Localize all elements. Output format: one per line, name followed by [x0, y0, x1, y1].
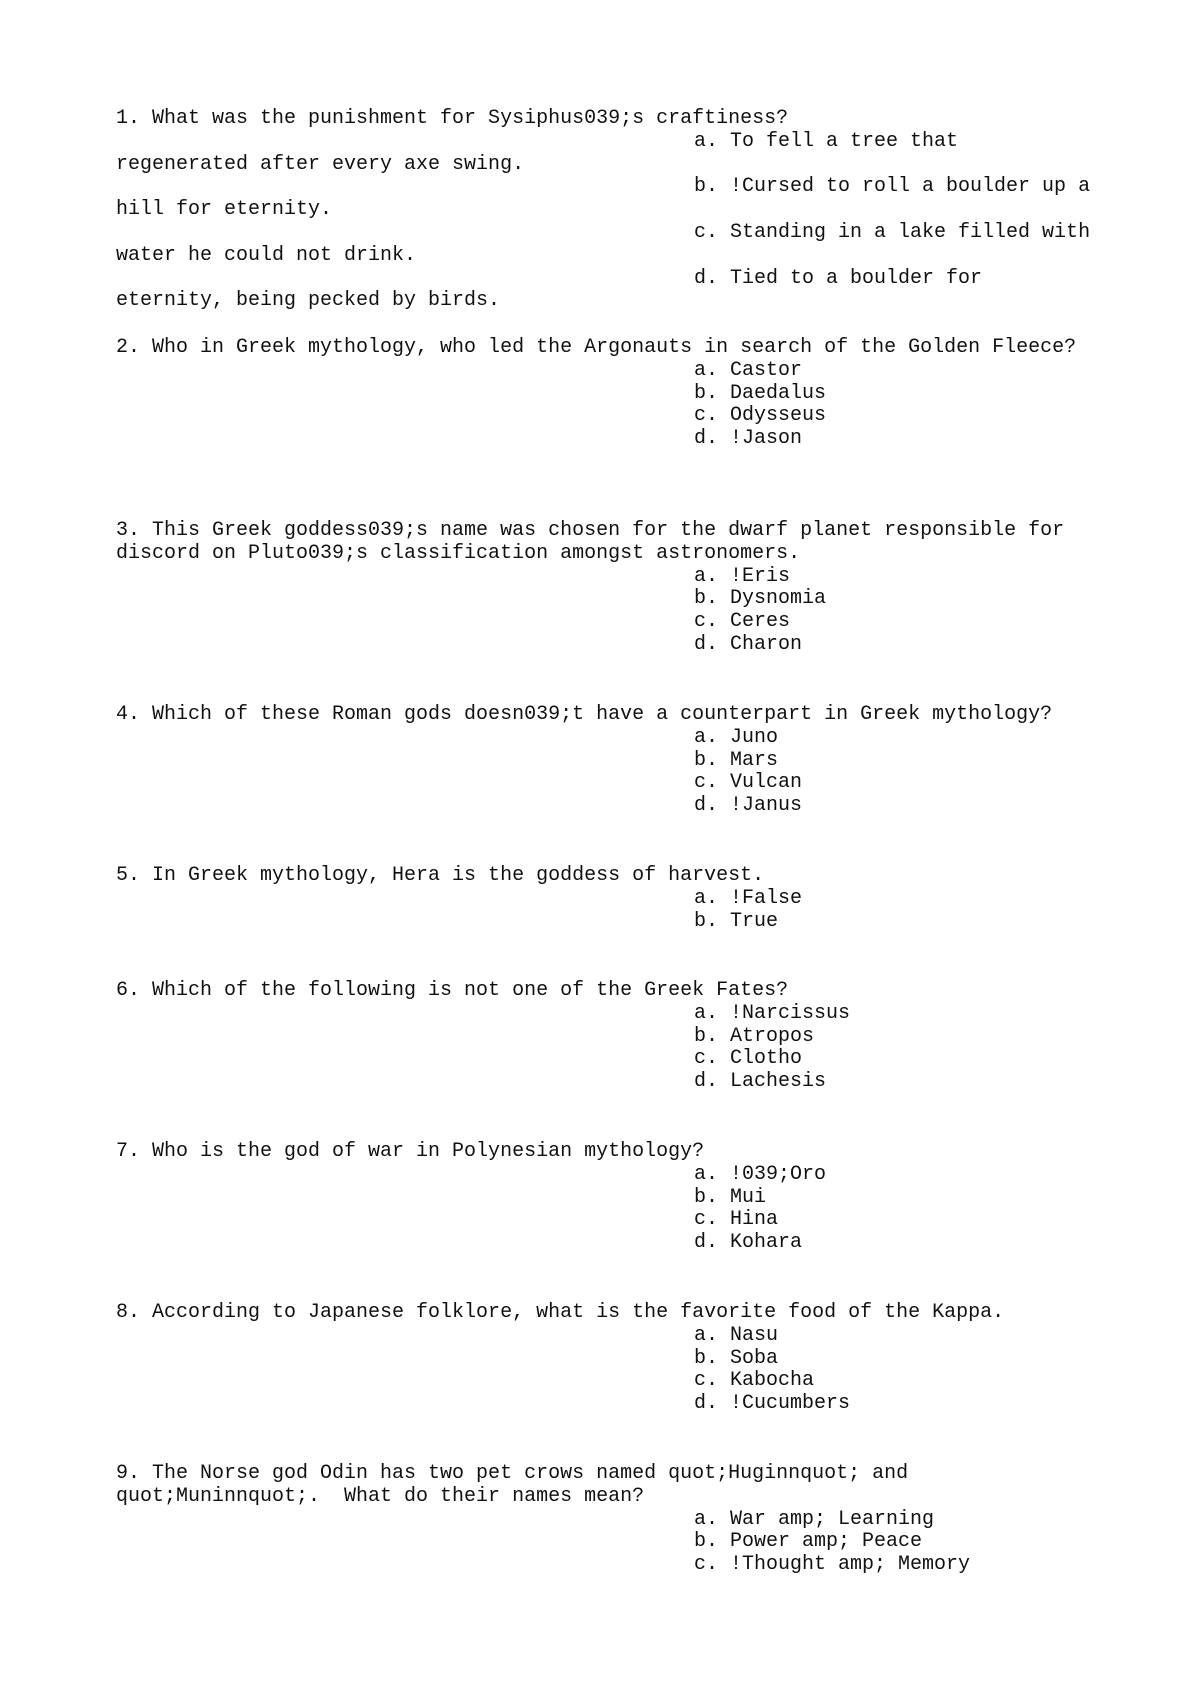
answer-option: d. Tied to a boulder for — [694, 266, 983, 290]
answer-option: b. Soba — [694, 1346, 779, 1370]
answer-option: d. Charon — [694, 632, 803, 656]
answer-option: d. !Jason — [694, 427, 803, 451]
question-text: 7. Who is the god of war in Polynesian mythology? — [116, 1140, 705, 1163]
answer-option: b. Atropos — [694, 1024, 815, 1048]
answer-option: a. !Eris — [694, 564, 791, 588]
question-text: 3. This Greek goddess039;s name was chosen for the dwarf planet responsible for — [116, 519, 1065, 542]
question-text: 4. Which of these Roman gods doesn039;t have a counterpart in Greek mythology? — [116, 703, 1053, 726]
question-text-continued: water he could not drink. — [116, 243, 417, 267]
question-text-continued: hill for eternity. — [116, 198, 333, 222]
question-text: 2. Who in Greek mythology, who led the Argonauts in search of the Golden Fleece? — [116, 336, 1077, 359]
answer-option: d. !Cucumbers — [694, 1392, 851, 1416]
question-block-4 — [116, 704, 1126, 818]
answer-option: b. Daedalus — [694, 381, 827, 405]
answer-option: c. Kabocha — [694, 1369, 815, 1393]
answer-option: a. !039;Oro — [694, 1162, 827, 1186]
answer-option: c. Odysseus — [694, 404, 827, 428]
question-text-continued: eternity, being pecked by birds. — [116, 289, 501, 313]
answer-option: a. Castor — [694, 358, 803, 382]
question-block-1 — [116, 108, 1126, 313]
answer-option: a. Nasu — [694, 1323, 779, 1347]
answer-option: c. Hina — [694, 1208, 779, 1232]
answer-option: d. Kohara — [694, 1231, 803, 1255]
answer-option: b. Power amp; Peace — [694, 1530, 923, 1554]
question-text: 6. Which of the following is not one of the Greek Fates? — [116, 979, 789, 1002]
question-text: 9. The Norse god Odin has two pet crows named quot;Huginnquot; and — [116, 1462, 909, 1485]
answer-option: a. !Narcissus — [694, 1001, 851, 1025]
question-block-5 — [116, 865, 1126, 933]
question-block-2 — [116, 337, 1126, 451]
question-block-7 — [116, 1141, 1126, 1255]
answer-option: c. Vulcan — [694, 771, 803, 795]
answer-option: d. Lachesis — [694, 1070, 827, 1094]
question-block-9 — [116, 1463, 1126, 1577]
answer-option: b. Mars — [694, 748, 779, 772]
question-text: 1. What was the punishment for Sysiphus039;s craftiness? — [116, 107, 789, 130]
answer-option: c. Standing in a lake filled with — [694, 220, 1091, 244]
answer-option: b. Mui — [694, 1185, 767, 1209]
question-text: 5. In Greek mythology, Hera is the goddess of harvest. — [116, 864, 765, 887]
answer-option: c. Clotho — [694, 1047, 803, 1071]
answer-option: a. War amp; Learning — [694, 1507, 935, 1531]
answer-option: a. To fell a tree that — [694, 129, 959, 153]
answer-option: d. !Janus — [694, 794, 803, 818]
answer-option: a. Juno — [694, 725, 779, 749]
question-block-3 — [116, 520, 1126, 657]
question-text: 8. According to Japanese folklore, what is the favorite food of the Kappa. — [116, 1301, 1005, 1324]
answer-option: b. True — [694, 909, 779, 933]
answer-option: c. Ceres — [694, 610, 791, 634]
answer-option: b. Dysnomia — [694, 587, 827, 611]
question-text-continued: regenerated after every axe swing. — [116, 152, 525, 176]
answer-option: a. !False — [694, 886, 803, 910]
question-block-8 — [116, 1302, 1126, 1416]
answer-option: c. !Thought amp; Memory — [694, 1553, 971, 1577]
question-text-continued: discord on Pluto039;s classification amongst astronomers. — [116, 541, 801, 565]
question-text-continued: quot;Muninnquot;. What do their names mean? — [116, 1484, 645, 1508]
answer-option: b. !Cursed to roll a boulder up a — [694, 175, 1091, 199]
question-block-6 — [116, 980, 1126, 1094]
